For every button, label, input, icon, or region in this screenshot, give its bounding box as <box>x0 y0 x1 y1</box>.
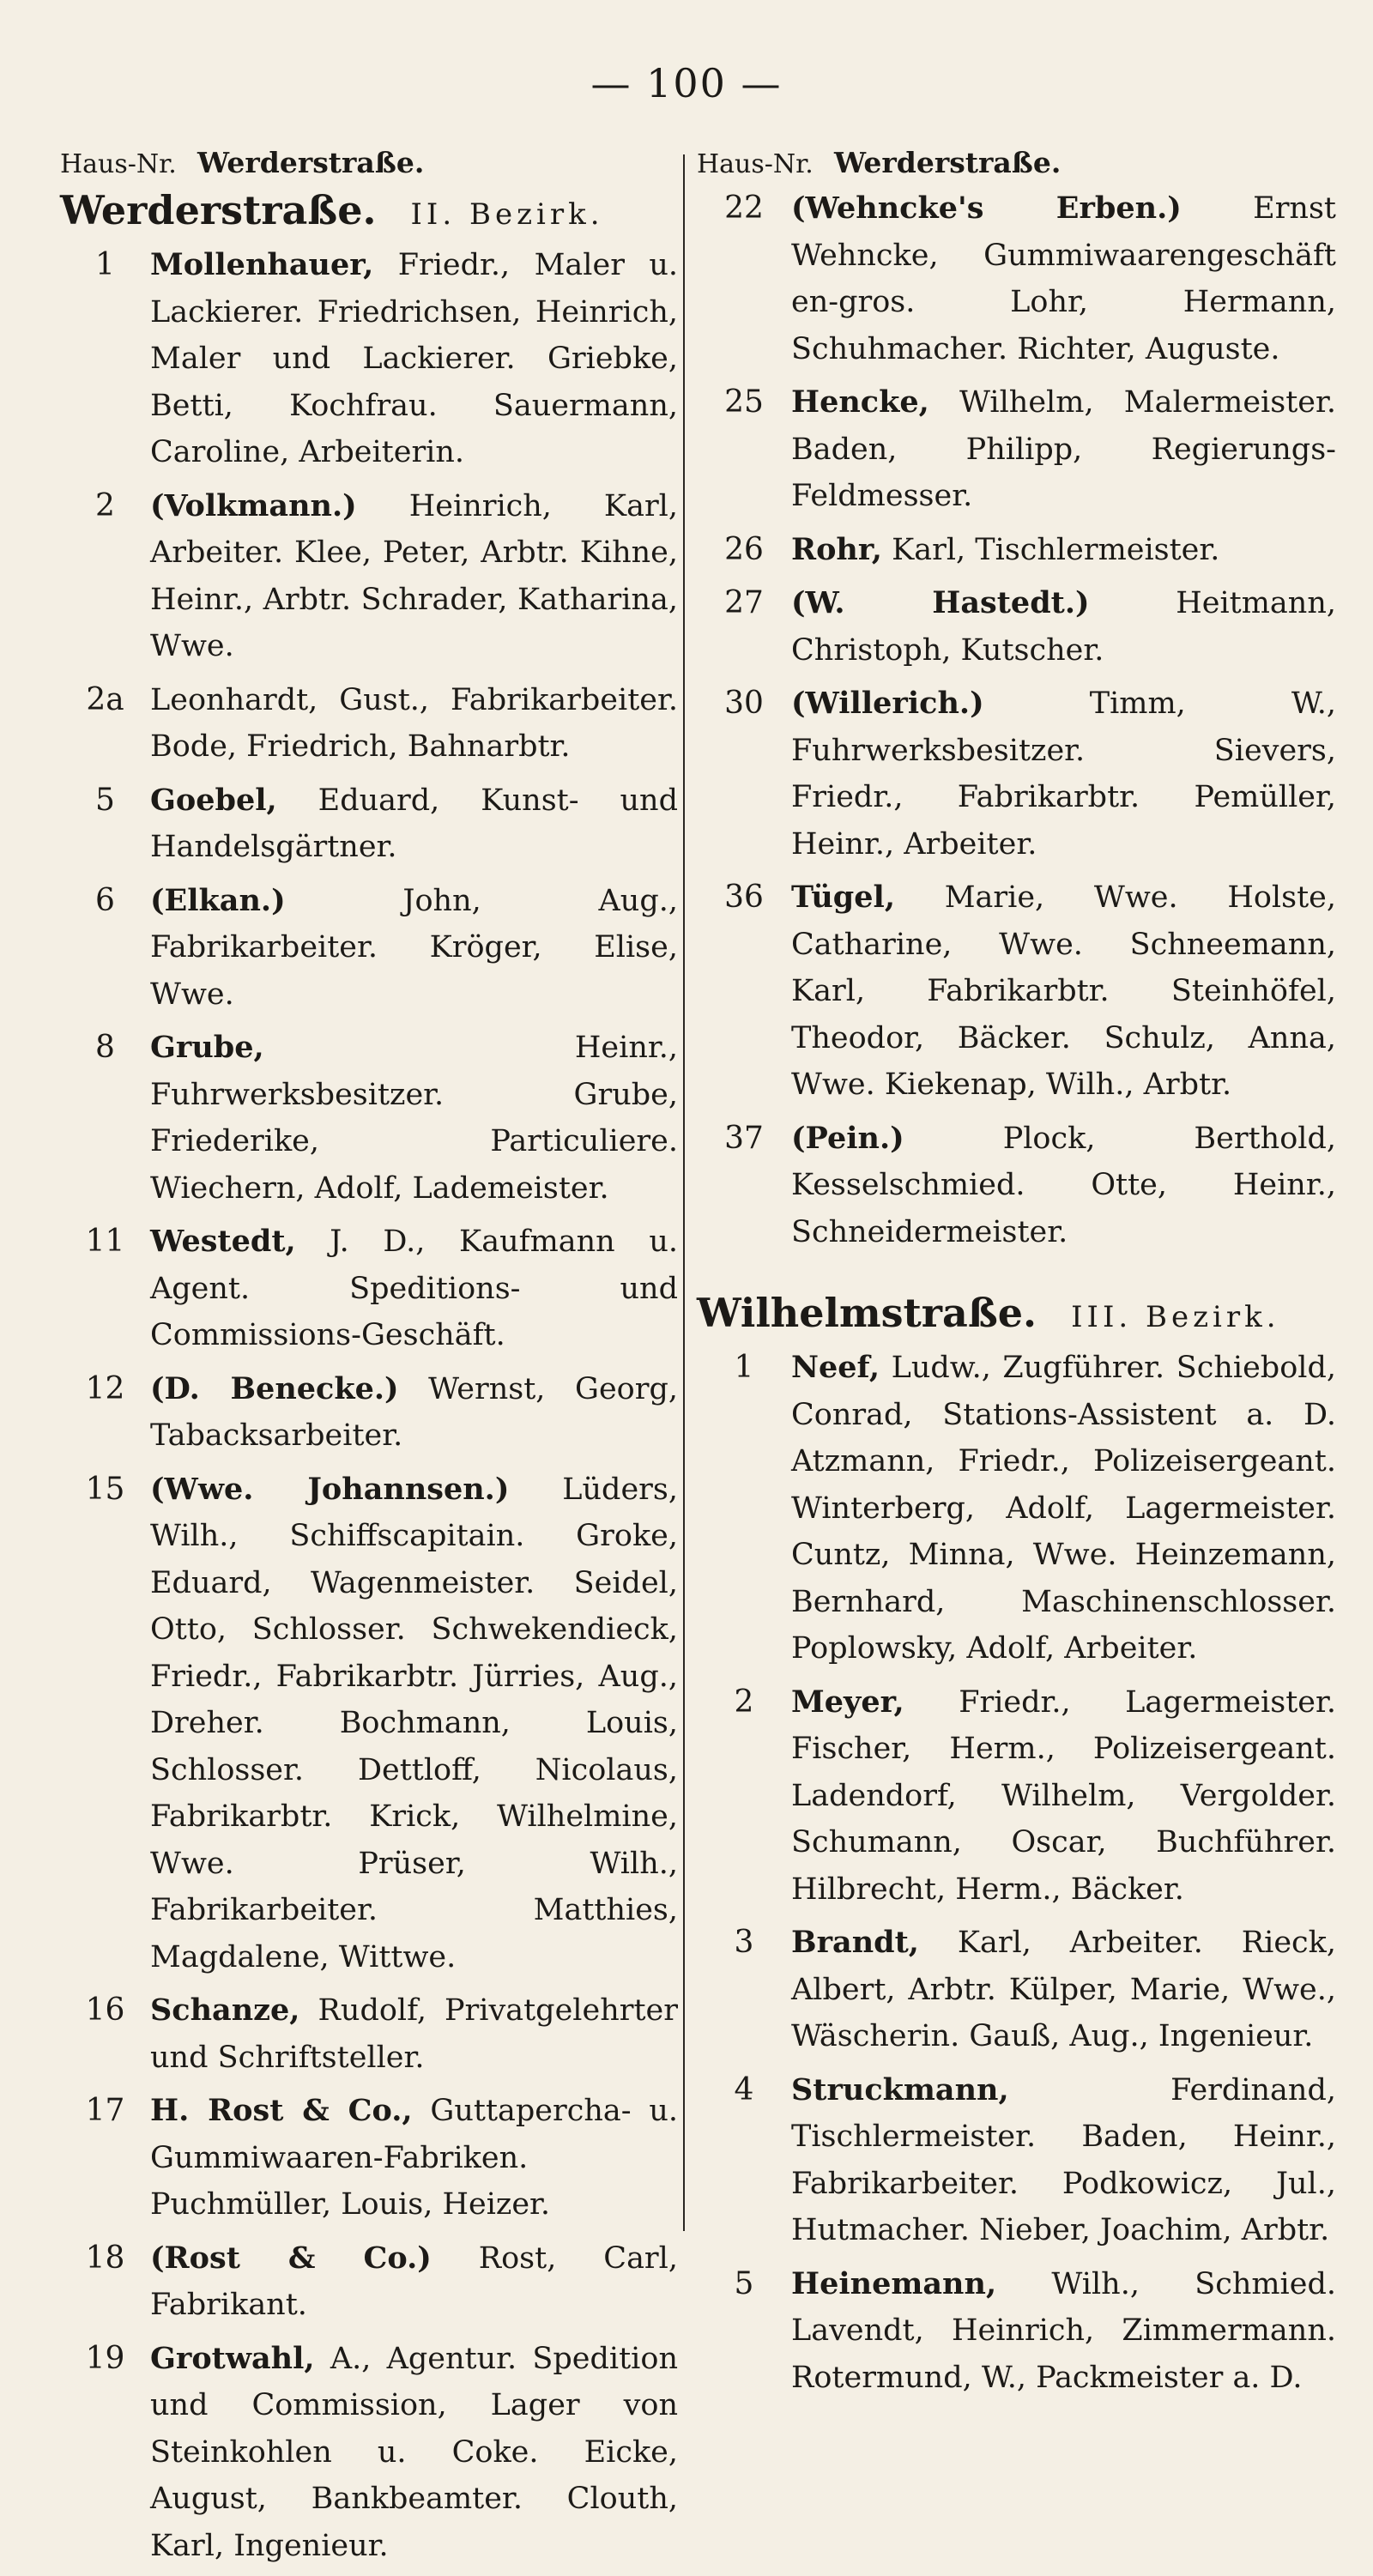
address-entry <box>697 874 1336 1109</box>
resident-text <box>150 777 678 871</box>
house-number: 4 <box>734 2071 754 2107</box>
house-number: 37 <box>724 1120 764 1156</box>
residents: Heinr., Fuhrwerksbesitzer. Grube, Friederike, Particuliere. Wiechern, Adolf, Lademeister. <box>150 1031 678 1206</box>
address-entry <box>60 777 678 871</box>
property-owner: Rohr, <box>791 531 882 567</box>
house-number: 12 <box>85 1370 125 1406</box>
property-owner: (Elkan.) <box>150 882 286 918</box>
residents: Timm, W., Fuhrwerksbesitzer. Sievers, Friedr., Fabrikarbtr. Pemüller, Heinr., Arbeiter. <box>791 686 1336 862</box>
left-column-header <box>60 146 678 185</box>
house-number: 3 <box>734 1925 754 1960</box>
property-owner: Struckmann, <box>791 2071 1009 2107</box>
residents: John, Aug., Fabrikarbeiter. Kröger, Elise, Wwe. <box>150 883 678 1012</box>
house-number: 1 <box>95 247 115 282</box>
resident-text <box>150 1466 678 1981</box>
house-number: 17 <box>85 2093 125 2128</box>
resident-text <box>791 1345 1336 1672</box>
resident-text <box>791 2067 1336 2254</box>
resident-text <box>150 677 678 771</box>
property-owner: (Rost & Co.) <box>150 2240 432 2276</box>
property-owner: Meyer, <box>791 1684 904 1720</box>
resident-text <box>150 1025 678 1212</box>
property-owner: Westedt, <box>150 1224 296 1259</box>
residents: Ferdinand, Tischlermeister. Baden, Heinr., Fabrikarbeiter. Podkowicz, Jul., Hutmacher. Nieber, Joachim, Arbtr. <box>791 2072 1336 2247</box>
address-entry <box>697 2261 1336 2402</box>
address-entry <box>697 1116 1336 1256</box>
property-owner: Schanze, <box>150 1992 300 2028</box>
property-owner: H. Rost & Co., <box>150 2093 413 2128</box>
address-entry <box>60 1218 678 1359</box>
property-owner: Goebel, <box>150 782 277 818</box>
residents: Lüders, Wilh., Schiffscapitain. Groke, Eduard, Wagenmeister. Seidel, Otto, Schlosser. Schwekendieck, Friedr., Fabrikarbtr. Jürries, Aug., Dreher. Bochmann, Louis, Schlosser. Dettloff, Nicolaus, Fabrikarbtr. Krick, Wilhelmine, Wwe. Prüser, Wilh., Fabrikarbeiter. Matthies, Magdalene, Wittwe. <box>150 1472 678 1974</box>
house-number: 16 <box>85 1992 125 2028</box>
address-entry <box>60 2235 678 2329</box>
residents: Ernst Wehncke, Gummiwaarengeschäft en-gros. Lohr, Hermann, Schuhmacher. Richter, Auguste. <box>791 191 1336 366</box>
resident-text <box>791 1920 1336 2060</box>
address-entry <box>697 580 1336 674</box>
street-name: Werderstraße. <box>60 187 377 233</box>
running-street-name: Werderstraße. <box>197 146 425 179</box>
residents: Heinrich, Karl, Arbeiter. Klee, Peter, Arbtr. Kihne, Heinr., Arbtr. Schrader, Katharina, Wwe. <box>150 488 678 663</box>
residents: Rudolf, Privatgelehrter und Schriftsteller. <box>150 1993 678 2075</box>
property-owner: Grube, <box>150 1030 264 1065</box>
house-number: 2a <box>86 681 124 717</box>
street-heading <box>697 1290 1336 1336</box>
property-owner: Neef, <box>791 1350 880 1385</box>
resident-text <box>791 680 1336 868</box>
resident-text <box>791 874 1336 1109</box>
address-entry <box>697 680 1336 868</box>
property-owner: (Willerich.) <box>791 686 984 721</box>
house-number: 15 <box>85 1471 125 1507</box>
house-number: 2 <box>734 1684 754 1720</box>
street-name: Wilhelmstraße. <box>697 1290 1037 1336</box>
house-number: 26 <box>724 531 764 567</box>
property-owner: (W. Hastedt.) <box>791 585 1090 620</box>
district-label: II. Bezirk. <box>410 197 604 232</box>
residents: J. D., Kaufmann u. Agent. Speditions- und Commissions-Geschäft. <box>150 1225 678 1352</box>
house-number: 11 <box>85 1224 125 1259</box>
resident-text <box>791 1116 1336 1256</box>
left-column <box>60 146 678 2576</box>
address-entry <box>60 1987 678 2081</box>
property-owner: (Pein.) <box>791 1120 904 1156</box>
resident-text <box>150 2088 678 2228</box>
house-number: 22 <box>724 190 764 226</box>
residents: Karl, Tischlermeister. <box>881 532 1220 567</box>
property-owner: (Wehncke's Erben.) <box>791 190 1182 226</box>
section-gap <box>697 1262 1336 1288</box>
residents: Marie, Wwe. Holste, Catharine, Wwe. Schneemann, Karl, Fabrikarbtr. Steinhöfel, Theodor, Bäcker. Schulz, Anna, Wwe. Kiekenap, Wilh., Arbtr. <box>791 880 1336 1102</box>
property-owner: Heinemann, <box>791 2265 997 2301</box>
address-entry <box>697 1345 1336 1672</box>
resident-text <box>150 483 678 670</box>
house-number: 18 <box>85 2240 125 2276</box>
property-owner: Brandt, <box>791 1925 919 1960</box>
house-number-label: Haus-Nr. <box>697 149 814 179</box>
house-number: 27 <box>724 585 764 620</box>
house-number: 6 <box>95 882 115 918</box>
address-entry <box>697 1920 1336 2060</box>
residents: Karl, Arbeiter. Rieck, Albert, Arbtr. Külper, Marie, Wwe., Wäscherin. Gauß, Aug., Ingenieur. <box>791 1926 1336 2053</box>
address-entry <box>697 527 1336 574</box>
residents: Eduard, Kunst- und Handelsgärtner. <box>150 783 678 864</box>
entry-list <box>697 1345 1336 2401</box>
residents: Heitmann, Christoph, Kutscher. <box>791 586 1337 668</box>
district-label: III. Bezirk. <box>1071 1300 1280 1334</box>
house-number: 30 <box>724 686 764 721</box>
house-number: 5 <box>95 782 115 818</box>
residents: Wilh., Schmied. Lavendt, Heinrich, Zimmermann. Rotermund, W., Packmeister a. D. <box>791 2266 1336 2395</box>
page-number: — 100 — <box>590 60 783 106</box>
entry-list <box>60 242 678 2569</box>
resident-text <box>791 379 1336 520</box>
right-column <box>697 146 1336 2408</box>
resident-text <box>150 1987 678 2081</box>
resident-text <box>150 878 678 1019</box>
property-owner: (D. Benecke.) <box>150 1370 399 1406</box>
resident-text <box>791 185 1336 372</box>
property-owner: (Volkmann.) <box>150 487 357 523</box>
address-entry <box>60 1366 678 1460</box>
resident-text <box>150 1366 678 1460</box>
address-entry <box>60 1466 678 1981</box>
address-entry <box>60 677 678 771</box>
entry-list <box>697 185 1336 1255</box>
address-entry <box>60 2088 678 2228</box>
resident-text <box>791 1679 1336 1914</box>
address-entry <box>697 185 1336 372</box>
property-owner: Grotwahl, <box>150 2340 315 2376</box>
residents: Friedr., Lagermeister. Fischer, Herm., Polizeisergeant. Ladendorf, Wilhelm, Vergolder. Schumann, Oscar, Buchführer. Hilbrecht, Herm., Bäcker. <box>791 1684 1336 1907</box>
resident-text <box>791 580 1336 674</box>
house-number: 36 <box>724 880 764 915</box>
house-number-label: Haus-Nr. <box>60 149 177 179</box>
residents: Wernst, Georg, Tabacksarbeiter. <box>150 1371 678 1453</box>
house-number: 2 <box>95 487 115 523</box>
house-number: 25 <box>724 384 764 420</box>
residents: Leonhardt, Gust., Fabrikarbeiter. Bode, Friedrich, Bahnarbtr. <box>150 682 678 764</box>
address-entry <box>697 379 1336 520</box>
address-entry <box>60 483 678 670</box>
residents: Ludw., Zugführer. Schiebold, Conrad, Stations-Assistent a. D. Atzmann, Friedr., Polizeisergeant. Winterberg, Adolf, Lagermeister. Cuntz, Minna, Wwe. Heinzemann, Bernhard, Maschinenschlosser. Poplowsky, Adolf, Arbeiter. <box>791 1351 1336 1666</box>
property-owner: Mollenhauer, <box>150 247 374 282</box>
house-number: 1 <box>734 1350 754 1385</box>
resident-text <box>791 2261 1336 2402</box>
house-number: 19 <box>85 2340 125 2376</box>
address-entry <box>697 1679 1336 1914</box>
street-heading <box>60 187 678 233</box>
resident-text <box>150 2235 678 2329</box>
address-entry <box>60 1025 678 1212</box>
resident-text <box>791 527 1336 574</box>
residents: A., Agentur. Spedition und Commission, Lager von Steinkohlen u. Coke. Eicke, August, Bankbeamter. Clouth, Karl, Ingenieur. <box>150 2341 678 2563</box>
residents: Plock, Berthold, Kesselschmied. Otte, Heinr., Schneidermeister. <box>791 1121 1336 1249</box>
residents: Guttapercha- u. Gummiwaaren-Fabriken. Puchmüller, Louis, Heizer. <box>150 2094 678 2222</box>
property-owner: Tügel, <box>791 880 896 915</box>
resident-text <box>150 242 678 476</box>
resident-text <box>150 1218 678 1359</box>
house-number: 5 <box>734 2265 754 2301</box>
column-divider <box>683 154 685 2231</box>
residents: Friedr., Maler u. Lackierer. Friedrichsen, Heinrich, Maler und Lackierer. Griebke, Betti, Kochfrau. Sauermann, Caroline, Arbeiterin. <box>150 248 678 469</box>
property-owner: Hencke, <box>791 384 929 420</box>
resident-text <box>150 2336 678 2570</box>
address-entry <box>60 878 678 1019</box>
property-owner: (Wwe. Johannsen.) <box>150 1471 510 1507</box>
house-number: 8 <box>95 1030 115 1065</box>
address-entry <box>60 242 678 476</box>
address-entry <box>60 2336 678 2570</box>
residents: Wilhelm, Malermeister. Baden, Philipp, Regierungs-Feldmesser. <box>791 385 1336 513</box>
right-column-header <box>697 146 1336 185</box>
residents: Rost, Carl, Fabrikant. <box>150 2240 678 2322</box>
running-street-name: Werderstraße. <box>834 146 1062 179</box>
address-entry <box>697 2067 1336 2254</box>
